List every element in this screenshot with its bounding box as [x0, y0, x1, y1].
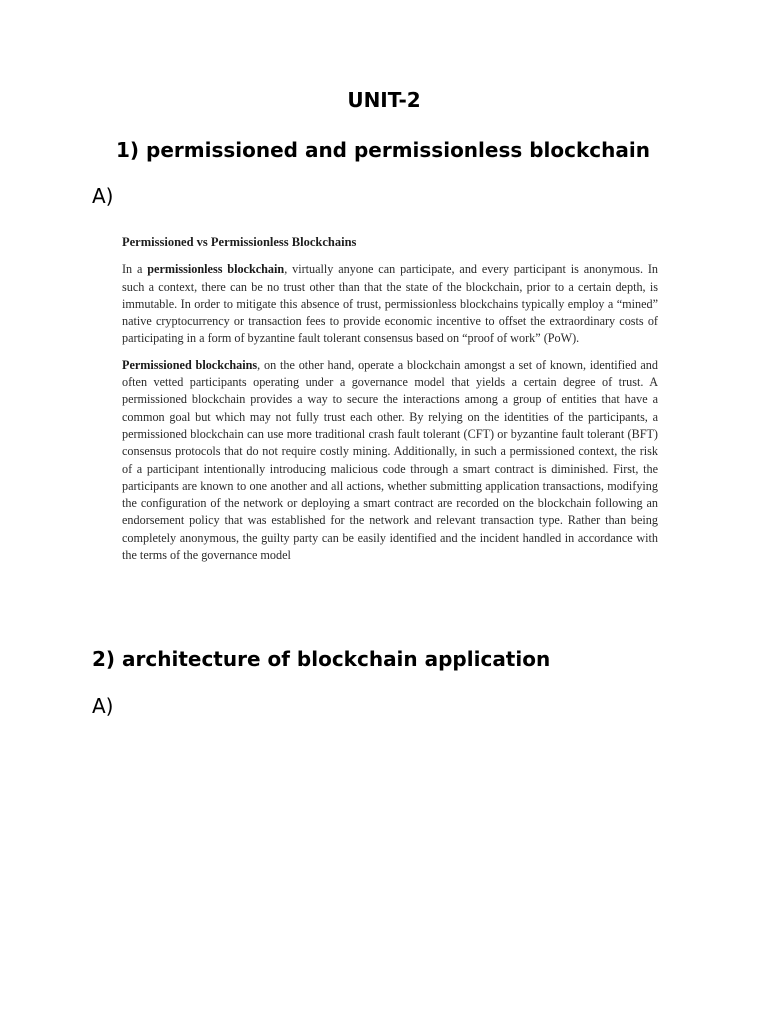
question-2-heading: 2) architecture of blockchain application [92, 647, 551, 671]
question-1-heading: 1) permissioned and permissionless blockchain [116, 138, 650, 162]
excerpt-paragraph-permissioned [122, 357, 658, 565]
answer-1-label: A) [92, 184, 114, 208]
excerpt-paragraph-permissionless [122, 261, 658, 347]
scanned-excerpt [122, 234, 658, 573]
answer-2-label: A) [92, 694, 114, 718]
para1-lead: In a [122, 262, 148, 277]
para1-body: , virtually anyone can participate, and every participant is anonymous. In such a context, there can be no trust other than that the state of the blockchain, prior to a certain depth, is immutable. In order to mitigate this absence of trust, permissionless blockchains typically employ a “mined” native cryptocurrency or transaction fees to provide economic incentive to offset the extraordinary costs of participating in a form of byzantine fault tolerant consensus based on “proof of work” (PoW). [122, 262, 659, 346]
para1-bold-term: permissionless blockchain [147, 262, 285, 277]
para2-bold-term: Permissioned blockchains [122, 357, 258, 372]
unit-title: UNIT-2 [347, 88, 421, 112]
excerpt-title: Permissioned vs Permissionless Blockchains [122, 235, 357, 249]
para2-body: , on the other hand, operate a blockchain amongst a set of known, identified and often vetted participants operating under a governance model that yields a certain degree of trust. A permissioned blockchain provides a way to secure the interactions among a group of entities that have a common goal but which may not fully trust each other. By relying on the identities of the participants, a permissioned blockchain can use more traditional crash fault tolerant (CFT) or byzantine fault tolerant (BFT) consensus protocols that do not require costly mining. Additionally, in such a permissioned context, the risk of a participant intentionally introducing malicious code through a smart contract is diminished. First, the participants are known to one another and all actions, whether submitting application transactions, modifying the configuration of the network or deploying a smart contract are recorded on the blockchain following an endorsement policy that was established for the network and relevant transaction type. Rather than being completely anonymous, the guilty party can be easily identified and the incident handled in accordance with the terms of the governance model [122, 357, 658, 563]
